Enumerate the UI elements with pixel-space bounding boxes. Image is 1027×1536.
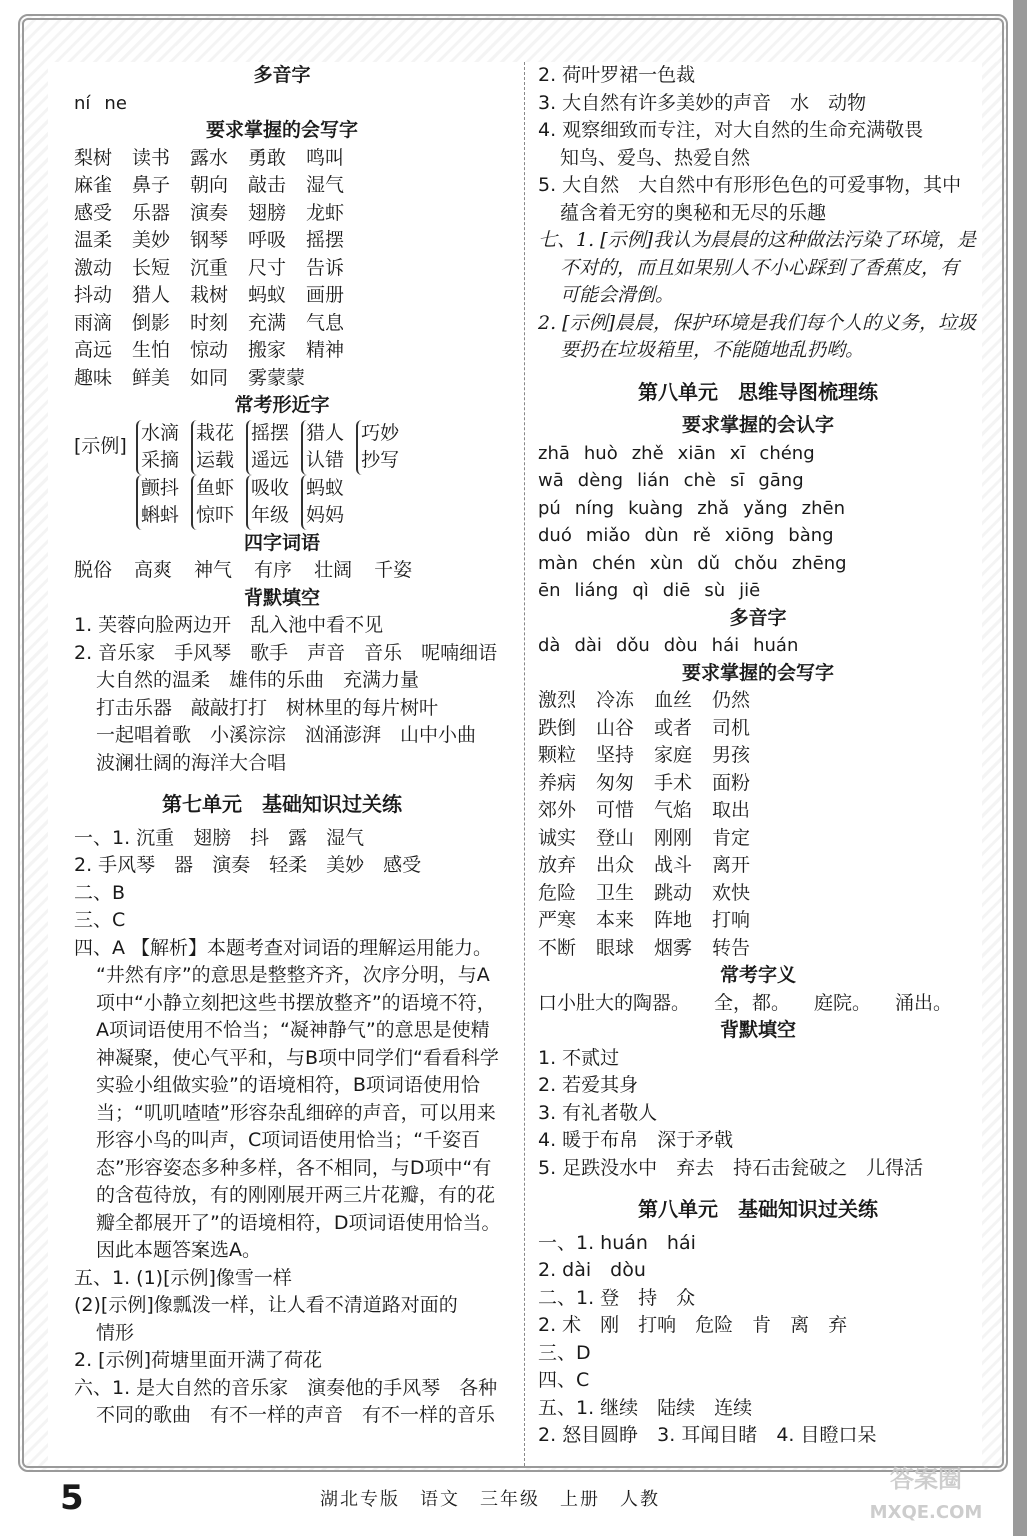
word: 面粉 <box>712 771 751 794</box>
word-row <box>74 365 508 393</box>
word: 本来 <box>596 909 635 931</box>
word: 趣味 <box>74 366 113 389</box>
answer-line: 四、A 【解析】本题考查对词语的理解运用能力。 <box>74 936 493 959</box>
word: 壮阔 <box>314 559 353 581</box>
word: 演奏 <box>190 201 229 224</box>
word: 神气 <box>194 559 233 581</box>
qi-answers <box>538 227 978 365</box>
answer-line: 一起唱着歌 小溪淙淙 汹涌澎湃 山中小曲 <box>96 724 477 746</box>
word: 出众 <box>596 854 635 876</box>
word: 血丝 <box>654 689 693 711</box>
brace-pair <box>191 475 234 530</box>
word: 湿气 <box>306 174 345 196</box>
word: 猎人 <box>132 284 171 306</box>
answer-line: 波澜壮阔的海洋大合唱 <box>96 751 287 774</box>
brace-pair <box>246 420 289 475</box>
word: 男孩 <box>712 744 751 766</box>
brace-pair <box>136 420 179 475</box>
word: 呼吸 <box>248 229 287 251</box>
pair-row <box>74 475 508 530</box>
pinyin: hái <box>711 635 740 656</box>
duoyinzi-pinyin <box>56 90 508 118</box>
word-row <box>74 172 508 200</box>
word: 高爽 <box>134 559 173 581</box>
word: 倒影 <box>132 311 171 334</box>
answer-line: 因此本题答案选A。 <box>96 1239 261 1261</box>
answer-line: 2. dài dòu <box>538 1259 646 1281</box>
pinyin: huò <box>583 442 618 464</box>
pinyin-row <box>538 577 978 605</box>
pinyin: xī <box>729 442 746 464</box>
word: 山谷 <box>596 716 635 739</box>
pinyin: pú <box>538 497 561 519</box>
edition-label: 湖北专版 语文 三年级 上册 人教 <box>320 1489 660 1510</box>
pinyin: liáng <box>574 580 619 601</box>
answer-line: 四、C <box>538 1369 590 1391</box>
pinyin: dòu <box>663 635 698 656</box>
word: 鲜美 <box>132 366 171 389</box>
brace-pair <box>191 420 234 475</box>
pinyin: sù <box>704 580 726 601</box>
pinyin: qì <box>632 580 649 601</box>
word: 如同 <box>190 366 229 389</box>
definition: 口小肚大的陶器。 <box>538 991 691 1014</box>
word: 栽树 <box>190 284 229 306</box>
answer-line: 不对的，而且如果别人不小心踩到了香蕉皮，有 <box>560 256 960 279</box>
word: 告诉 <box>306 256 345 279</box>
pinyin: zhēn <box>801 497 846 519</box>
brace-pair <box>246 475 289 530</box>
word-row <box>74 200 508 228</box>
word: 刚刚 <box>654 826 693 849</box>
pinyin: zhā <box>538 442 570 464</box>
brace-pair <box>301 420 344 475</box>
word: 卫生 <box>596 881 635 904</box>
answer-line: “井然有序”的意思是整整齐齐，次序分明，与A <box>96 964 490 986</box>
answer-line: 2. 音乐家 手风琴 歌手 声音 音乐 呢喃细语 <box>74 641 498 664</box>
word: 登山 <box>596 826 635 849</box>
answer-line: 2. 术 刚 打响 危险 肯 离 弃 <box>538 1314 848 1336</box>
word: 坚持 <box>596 744 635 766</box>
section-title: 要求掌握的会写字 <box>205 119 358 141</box>
word: 激动 <box>74 256 113 279</box>
word: 长短 <box>132 256 171 279</box>
answer-line: 项中“小静立刻把这些书摆放整齐”的语境不符， <box>96 991 496 1014</box>
word: 摇摆 <box>251 421 290 444</box>
unit-title: 第八单元 基础知识过关练 <box>638 1197 878 1221</box>
pinyin: zhēng <box>791 552 847 574</box>
pinyin: kuàng <box>628 497 684 519</box>
word-row <box>74 282 508 310</box>
word: 鱼虾 <box>196 476 235 499</box>
section-title: 常考字义 <box>719 964 796 986</box>
word: 采摘 <box>141 449 180 471</box>
pinyin: xùn <box>649 552 684 574</box>
word: 冷冻 <box>596 689 635 711</box>
pinyin-row <box>538 440 978 468</box>
word: 家庭 <box>654 744 693 766</box>
answer-line: 2. 若爱其身 <box>538 1074 639 1096</box>
word: 跳动 <box>654 881 693 904</box>
definition: 涌出。 <box>895 991 953 1014</box>
pinyin: yǎng <box>743 497 788 519</box>
word-row <box>538 715 978 743</box>
unit-title: 第八单元 思维导图梳理练 <box>638 379 878 404</box>
word: 鼻子 <box>132 174 171 196</box>
pinyin: ēn <box>538 580 561 601</box>
pinyin: rě <box>692 525 711 546</box>
word: 朝向 <box>190 174 229 196</box>
pinyin: huán <box>753 635 799 656</box>
answer-line: 六、1. 是大自然的音乐家 演奏他的手风琴 各种 <box>74 1376 498 1399</box>
section-title: 要求掌握的会写字 <box>681 661 834 684</box>
left-column <box>56 62 508 1430</box>
definition: 庭院。 <box>814 991 872 1014</box>
unit8-answers <box>538 1230 978 1450</box>
answer-line: 实验小组做实验”的语境相符，B项词语使用恰 <box>96 1074 480 1096</box>
word: 尺寸 <box>248 256 287 279</box>
word-row <box>74 227 508 255</box>
word: 养病 <box>538 771 577 794</box>
answer-line: 五、1. 继续 陆续 连续 <box>538 1396 753 1419</box>
word: 抄写 <box>361 449 400 471</box>
pinyin: chǒu <box>734 552 778 574</box>
section-title: 四字词语 <box>243 531 320 554</box>
word: 放弃 <box>538 854 577 876</box>
pinyin: dài <box>574 635 602 656</box>
pinyin: miǎo <box>585 525 631 546</box>
huirenzi-pinyin <box>538 440 978 605</box>
pinyin: níng <box>574 497 615 519</box>
word: 栽花 <box>196 421 235 444</box>
word: 取出 <box>712 799 751 821</box>
word-row <box>74 310 508 338</box>
word: 蚂蚁 <box>248 284 287 306</box>
word: 严寒 <box>538 909 577 931</box>
word: 欢快 <box>712 881 751 904</box>
word: 气焰 <box>654 799 693 821</box>
word: 脱俗 <box>74 559 113 581</box>
word: 肯定 <box>712 826 751 849</box>
pair-row <box>74 420 508 475</box>
pinyin: màn <box>538 552 578 574</box>
word: 钢琴 <box>190 229 229 251</box>
pinyin: diē <box>662 580 691 601</box>
word-row <box>538 825 978 853</box>
word: 吸收 <box>251 476 290 499</box>
answer-line: 2. 怒目圆睁 3. 耳闻目睹 4. 目瞪口呆 <box>538 1424 877 1446</box>
word: 跌倒 <box>538 716 577 739</box>
answer-line: 4. 观察细致而专注，对大自然的生命充满敬畏 <box>538 119 924 141</box>
answer-line: 2. [示例]晨晨，保护环境是我们每个人的义务，垃圾 <box>538 311 976 334</box>
pinyin: sī <box>729 470 745 491</box>
word: 惊吓 <box>196 504 235 526</box>
ziyi-list <box>538 990 978 1018</box>
word: 雾蒙蒙 <box>248 366 306 389</box>
word: 打响 <box>712 909 751 931</box>
answer-line: 5. 大自然 大自然中有形形色色的可爱事物，其中 <box>538 174 962 196</box>
word: 仍然 <box>712 689 751 711</box>
word: 时刻 <box>190 311 229 334</box>
word: 高远 <box>74 339 113 361</box>
answer-line: 2. 手风琴 器 演奏 轻柔 美妙 感受 <box>74 854 422 876</box>
word: 年级 <box>251 504 290 526</box>
answer-line: 4. 暖于布帛 深于矛戟 <box>538 1129 734 1151</box>
pinyin: dèng <box>577 470 624 491</box>
word: 雨滴 <box>74 311 113 334</box>
word: 精神 <box>306 339 345 361</box>
word: 露水 <box>190 146 229 169</box>
word: 勇敢 <box>248 146 287 169</box>
answer-line: 5. 足跌没水中 弃去 持石击瓮破之 儿得活 <box>538 1156 924 1179</box>
word-row <box>538 880 978 908</box>
word: 或者 <box>654 716 693 739</box>
word: 翅膀 <box>248 201 287 224</box>
section-title: 多音字 <box>253 64 311 86</box>
pinyin: duó <box>538 525 572 546</box>
answer-line: 蕴含着无穷的奥秘和无尽的乐趣 <box>560 201 827 224</box>
pinyin: ne <box>104 92 127 114</box>
word: 惊动 <box>190 339 229 361</box>
word: 龙虾 <box>306 201 345 224</box>
beimo-list <box>538 1045 978 1183</box>
word: 战斗 <box>654 854 693 876</box>
watermark-text: 答案圈 <box>890 1465 962 1493</box>
example-label: [示例] <box>74 435 127 458</box>
answer-line: 要扔在垃圾箱里，不能随地乱扔哟。 <box>560 339 865 361</box>
word: 妈妈 <box>306 504 345 526</box>
word: 千姿 <box>374 559 413 581</box>
word: 温柔 <box>74 229 113 251</box>
answer-line: (2)[示例]像瓢泼一样，让人看不清道路对面的 <box>74 1294 458 1316</box>
word: 司机 <box>712 716 751 739</box>
pinyin-row <box>538 467 978 495</box>
word: 危险 <box>538 881 577 904</box>
word: 蝌蚪 <box>141 504 180 526</box>
answer-line: 知鸟、爱鸟、热爱自然 <box>560 146 751 169</box>
page-number: 5 <box>60 1478 84 1518</box>
word: 感受 <box>74 201 113 224</box>
answer-line: 1. 不贰过 <box>538 1046 620 1069</box>
pinyin: wā <box>538 470 564 491</box>
word: 认错 <box>306 449 345 471</box>
answer-line: 三、C <box>74 909 126 931</box>
pinyin: bàng <box>788 525 834 546</box>
pinyin: chén <box>591 552 636 574</box>
word: 摇摆 <box>306 229 345 251</box>
answer-line: 一、1. huán hái <box>538 1231 696 1254</box>
page-content <box>48 62 982 1466</box>
word: 转告 <box>712 936 751 959</box>
pinyin: ní <box>74 92 91 114</box>
word-row <box>74 255 508 283</box>
word: 抖动 <box>74 284 113 306</box>
word: 水滴 <box>141 421 180 444</box>
xingjinzi-block <box>56 420 508 530</box>
word-row <box>74 145 508 173</box>
pinyin: chè <box>683 470 716 491</box>
top-answers <box>538 62 978 227</box>
answer-line: 二、1. 登 持 众 <box>538 1286 696 1309</box>
word: 阵地 <box>654 909 693 931</box>
answer-line: 五、1. (1)[示例]像雪一样 <box>74 1266 292 1289</box>
word: 眼球 <box>596 936 635 959</box>
word: 充满 <box>248 311 287 334</box>
pinyin: jiē <box>739 580 761 601</box>
pinyin-row <box>538 522 978 550</box>
word: 生怕 <box>132 339 171 361</box>
word: 巧妙 <box>361 421 400 444</box>
answer-line: 2. 荷叶罗裙一色裁 <box>538 64 696 86</box>
column-divider <box>524 62 525 1466</box>
section-title: 多音字 <box>729 606 787 629</box>
word-row <box>538 687 978 715</box>
word: 郊外 <box>538 799 577 821</box>
word-row <box>538 852 978 880</box>
answer-line: 可能会滑倒。 <box>560 284 675 306</box>
duoyinzi-pinyin <box>538 632 978 660</box>
word: 梨树 <box>74 146 113 169</box>
answer-line: 二、B <box>74 881 126 904</box>
pinyin: dǒu <box>615 635 650 656</box>
word-row <box>538 742 978 770</box>
word: 运载 <box>196 449 235 471</box>
section-title: 背默填空 <box>719 1019 796 1041</box>
watermark-text: MXQE.COM <box>869 1502 983 1523</box>
brace-pair <box>301 475 344 530</box>
word: 搬家 <box>248 339 287 361</box>
page-edge <box>1013 0 1027 1536</box>
unit7-answers <box>56 825 508 1430</box>
word: 画册 <box>306 284 345 306</box>
pinyin: gāng <box>758 470 804 491</box>
answer-line: 的含苞待放，有的刚刚展开两三片花瓣，有的花 <box>96 1184 496 1206</box>
answer-line: 当；“叽叽喳喳”形容杂乱细碎的声音，可以用来 <box>96 1101 496 1124</box>
sizici-list <box>56 557 508 585</box>
word: 蚂蚁 <box>306 476 345 499</box>
word-grid <box>538 687 978 962</box>
watermark-logo <box>837 1462 1015 1532</box>
word: 气息 <box>306 311 345 334</box>
word: 激烈 <box>538 689 577 711</box>
word: 离开 <box>712 854 751 876</box>
word-row <box>538 935 978 963</box>
word: 猎人 <box>306 421 345 444</box>
word: 颗粒 <box>538 744 577 766</box>
word-grid <box>56 145 508 393</box>
word: 匆匆 <box>596 771 635 794</box>
word: 不断 <box>538 936 577 959</box>
word: 读书 <box>132 146 171 169</box>
answer-line: 三、D <box>538 1341 591 1364</box>
word: 诚实 <box>538 826 577 849</box>
pinyin: dùn <box>644 525 679 546</box>
answer-line: 不同的歌曲 有不一样的声音 有不一样的音乐 <box>96 1404 496 1426</box>
word: 颤抖 <box>141 476 180 499</box>
answer-line: 一、1. 沉重 翅膀 抖 露 湿气 <box>74 826 365 849</box>
brace-pair <box>136 475 179 530</box>
pinyin-row <box>538 495 978 523</box>
pinyin: dà <box>538 635 561 656</box>
word-row <box>538 770 978 798</box>
answer-line: 七、1. [示例]我认为晨晨的这种做法污染了环境，是 <box>538 229 976 251</box>
answer-line: 打击乐器 敲敲打打 树林里的每片树叶 <box>96 696 439 719</box>
word: 乐器 <box>132 201 171 224</box>
answer-line: 瓣全都展开了”的语境相符，D项词语使用恰当。 <box>96 1211 501 1234</box>
brace-pair <box>356 420 399 475</box>
word: 有序 <box>254 559 293 581</box>
section-title: 要求掌握的会认字 <box>681 414 834 436</box>
answer-line: A项词语使用不恰当；“凝神静气”的意思是使精 <box>96 1019 490 1041</box>
word: 敲击 <box>248 174 287 196</box>
pinyin: dǔ <box>697 552 721 574</box>
answer-line: 3. 大自然有许多美妙的声音 水 动物 <box>538 91 867 114</box>
answer-line: 态”形容姿态多种多样，各不相同，与D项中“有 <box>96 1156 492 1179</box>
section-title: 背默填空 <box>243 586 320 609</box>
word-row <box>538 907 978 935</box>
word: 可惜 <box>596 799 635 821</box>
beimo-list <box>56 612 508 777</box>
word: 沉重 <box>190 256 229 279</box>
pinyin: zhǎ <box>697 497 730 519</box>
unit-title: 第七单元 基础知识过关练 <box>162 792 402 816</box>
answer-line: 大自然的温柔 雄伟的乐曲 充满力量 <box>96 669 420 691</box>
page-footer <box>60 1478 960 1518</box>
answer-line: 2. [示例]荷塘里面开满了荷花 <box>74 1349 322 1371</box>
pinyin-row <box>538 550 978 578</box>
word: 烟雾 <box>654 936 693 959</box>
pinyin: xiān <box>677 442 716 464</box>
word-row <box>74 337 508 365</box>
answer-line: 3. 有礼者敬人 <box>538 1101 658 1124</box>
pinyin: chéng <box>759 442 815 464</box>
word: 麻雀 <box>74 174 113 196</box>
right-column <box>538 62 978 1450</box>
word: 鸣叫 <box>306 146 345 169</box>
answer-line: 形容小鸟的叫声，C项词语使用恰当；“千姿百 <box>96 1129 481 1151</box>
word: 遥远 <box>251 449 290 471</box>
section-title: 常考形近字 <box>234 394 330 416</box>
pinyin: xiōng <box>724 525 775 546</box>
answer-line: 1. 芙蓉向脸两边开 乱入池中看不见 <box>74 614 384 636</box>
answer-line: 情形 <box>96 1321 135 1344</box>
word-row <box>538 797 978 825</box>
answer-line: 神凝聚，使心气平和，与B项中同学们“看看科学 <box>96 1046 499 1069</box>
pinyin: lián <box>637 470 670 491</box>
definition: 全，都。 <box>714 991 791 1014</box>
pinyin: zhě <box>631 442 664 464</box>
word: 手术 <box>654 771 693 794</box>
word: 美妙 <box>132 229 171 251</box>
